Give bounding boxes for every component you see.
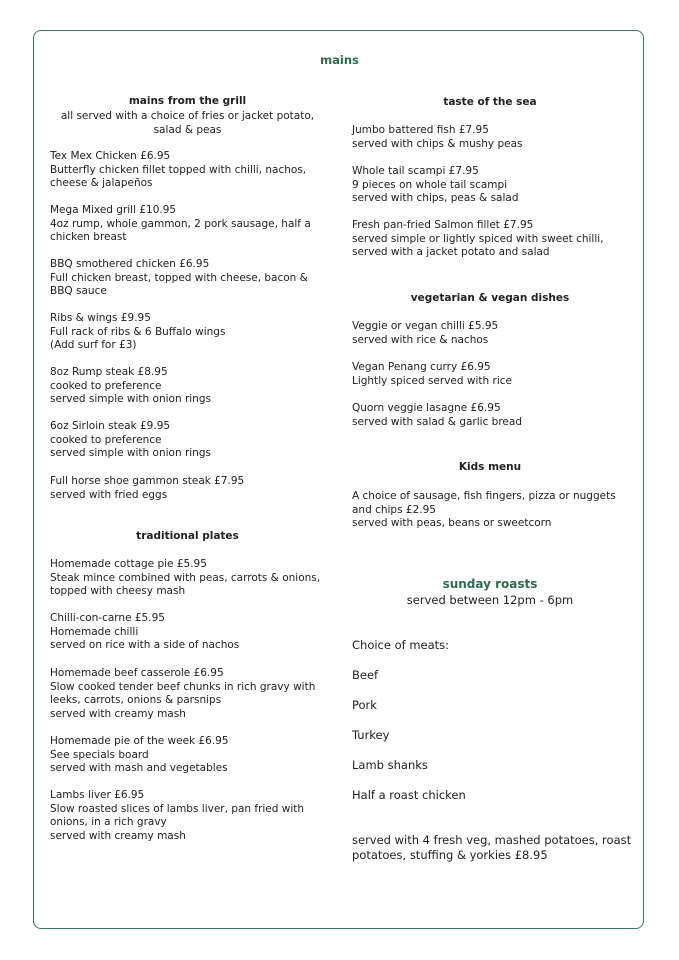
kids-menu-text: A choice of sausage, fish fingers, pizza or nuggets and chips £2.95 served with peas, beans or sweetcorn: [352, 490, 616, 530]
meat-item-pork: Pork: [352, 698, 377, 712]
menu-item-lambs-liver: Lambs liver £6.95 Slow roasted slices of lambs liver, pan fried with onions, in a rich gravy served with creamy mash: [50, 789, 305, 843]
menu-item-salmon: Fresh pan-fried Salmon fillet £7.95 served simple or lightly spiced with sweet chilli, served with a jacket potato and salad: [352, 219, 604, 259]
grill-intro: all served with a choice of fries or jacket potato, salad & peas: [60, 110, 315, 136]
menu-item-sirloin-steak: 6oz Sirloin steak £9.95 cooked to preference served simple with onion rings: [50, 420, 211, 460]
menu-item-cottage-pie: Homemade cottage pie £5.95 Steak mince combined with peas, carrots & onions, topped with cheesy mash: [50, 558, 321, 598]
meat-item-lamb-shanks: Lamb shanks: [352, 758, 428, 772]
menu-item-ribs-wings: Ribs & wings £9.95 Full rack of ribs & 6 Buffalo wings (Add surf for £3): [50, 312, 226, 352]
menu-item-quorn-lasagne: Quorn veggie lasagne £6.95 served with salad & garlic bread: [352, 402, 522, 428]
meat-item-turkey: Turkey: [352, 728, 390, 742]
menu-item-tex-mex: Tex Mex Chicken £6.95 Butterfly chicken fillet topped with chilli, nachos, cheese & jalapeños: [50, 150, 307, 190]
menu-item-gammon-steak: Full horse shoe gammon steak £7.95 served with fried eggs: [50, 475, 245, 501]
sea-heading: taste of the sea: [443, 96, 537, 108]
roasts-heading: sunday roasts: [442, 577, 538, 591]
roasts-subheading: served between 12pm - 6pm: [406, 593, 574, 607]
grill-heading: mains from the grill: [128, 95, 247, 107]
menu-item-beef-casserole: Homemade beef casserole £6.95 Slow cooked tender beef chunks in rich gravy with leeks, carrots, onions & parsnips served with creamy mash: [50, 667, 316, 721]
menu-item-scampi: Whole tail scampi £7.95 9 pieces on whole tail scampi served with chips, peas & salad: [352, 165, 519, 205]
meat-item-beef: Beef: [352, 668, 379, 682]
menu-item-bbq-chicken: BBQ smothered chicken £6.95 Full chicken breast, topped with cheese, bacon & BBQ sauce: [50, 258, 308, 298]
menu-item-veggie-chilli: Veggie or vegan chilli £5.95 served with rice & nachos: [352, 320, 499, 346]
roasts-footer: served with 4 fresh veg, mashed potatoes, roast potatoes, stuffing & yorkies £8.95: [352, 833, 632, 862]
menu-item-rump-steak: 8oz Rump steak £8.95 cooked to preference served simple with onion rings: [50, 366, 211, 406]
meat-choice-label: Choice of meats:: [352, 638, 450, 652]
traditional-heading: traditional plates: [136, 530, 239, 542]
veg-heading: vegetarian & vegan dishes: [410, 292, 570, 304]
meat-item-roast-chicken: Half a roast chicken: [352, 788, 466, 802]
menu-item-mixed-grill: Mega Mixed grill £10.95 4oz rump, whole gammon, 2 pork sausage, half a chicken breast: [50, 204, 311, 244]
menu-item-penang-curry: Vegan Penang curry £6.95 Lightly spiced served with rice: [352, 361, 512, 387]
menu-item-pie-of-week: Homemade pie of the week £6.95 See specials board served with mash and vegetables: [50, 735, 229, 775]
kids-heading: Kids menu: [458, 461, 522, 473]
page-title: mains: [320, 53, 359, 67]
menu-item-battered-fish: Jumbo battered fish £7.95 served with chips & mushy peas: [352, 124, 523, 150]
menu-item-chilli-con-carne: Chilli-con-carne £5.95 Homemade chilli served on rice with a side of nachos: [50, 612, 240, 652]
